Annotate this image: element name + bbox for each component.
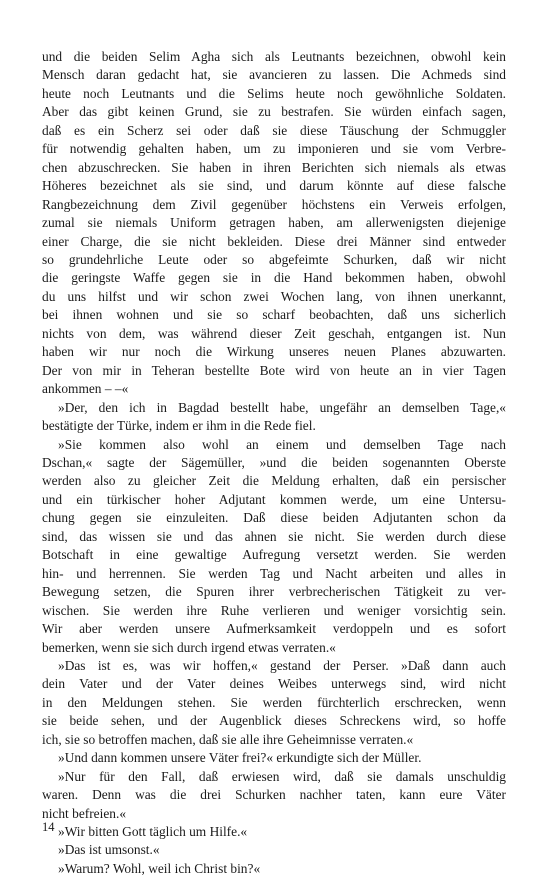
text-line: nichts von dem, was während dieser Zeit geschah, entgangen ist. Nun [42,325,506,341]
paragraph [42,841,506,859]
text-line: Der von mir in Teheran bestellte Bote wird von heute an in vier Tagen [42,362,506,378]
paragraph [42,860,506,878]
text-line: nicht befreien.« [42,805,127,821]
text-line: »Das ist umsonst.« [58,842,160,858]
text-line: du uns hilfst und wir schon zwei Wochen lang, von ihnen unerkannt, [42,288,506,304]
text-line: »Das ist es, was wir hoffen,« gestand der Perser. »Daß dann auch [58,657,506,673]
text-line: Aber das gibt keinen Grund, sie zu bestrafen. Sie würden einfach sagen, [42,104,506,120]
paragraph [42,749,506,767]
text-line: für notwendig gehalten haben, um zu imponieren und sie vom Verbre- [42,141,506,157]
paragraph [42,657,506,749]
text-line: in den Meldungen stehen. Sie werden fürchterlich erschrecken, wenn [42,694,506,710]
text-line: so grundehrliche Leute oder so abgefeimte Schurken, daß wir nicht [42,251,506,267]
text-line: die geringste Waffe gegen sie in die Hand bekommen haben, obwohl [42,270,506,286]
text-line: sind, das wissen sie und das ahnen sie nicht. Sie werden durch diese [42,528,506,544]
text-line: ich, sie so betroffen machen, daß sie alle ihre Geheimnisse verraten.« [42,731,414,747]
text-line: »Wir bitten Gott täglich um Hilfe.« [58,824,248,840]
text-line: heute noch Leutnants und die Selims heute noch gewöhnliche Soldaten. [42,85,506,101]
text-line: wischen. Sie werden ihre Ruhe verlieren und weniger vorsichtig sein. [42,602,506,618]
text-line: daß es ein Scherz sei oder daß sie diese Täuschung der Schmuggler [42,122,506,138]
text-line: chen abzuschrecken. Sie haben in ihren Berichten sich niemals als etwas [42,159,506,175]
text-line: »Und dann kommen unsere Väter frei?« erkundigte sich der Müller. [58,750,422,766]
text-line: Rangbezeichnung dem Zivil gegenüber höchstens ein Verweis erfolgen, [42,196,506,212]
text-line: sie beide sehen, und der Augenblick dieses Schreckens wird, so hoffe [42,713,506,729]
text-line: »Sie kommen also wohl an einem und demselben Tage nach [58,436,506,452]
text-line: einer Charge, die sie nicht bekleiden. Diese drei Männer sind entweder [42,233,506,249]
text-line: und ein türkischer hoher Adjutant kommen werde, um eine Untersu- [42,491,506,507]
text-line: »Warum? Wohl, weil ich Christ bin?« [58,860,261,876]
text-line: bestätigte der Türke, indem er ihm in die Rede fiel. [42,418,316,434]
text-line: hin- und herrennen. Sie werden Tag und Nacht arbeiten und alles in [42,565,506,581]
text-line: waren. Denn was die drei Schurken nachher taten, kann eure Väter [42,787,506,803]
text-line: Wir aber werden unsere Aufmerksamkeit verdoppeln und es sofort [42,621,506,637]
paragraph [42,399,506,436]
text-line: werden also zu gleicher Zeit die Meldung erhalten, daß ein persischer [42,473,506,489]
text-line: Dschan,« sagte der Sägemüller, »und die beiden sogenannten Oberste [42,454,506,470]
text-line: »Der, den ich in Bagdad bestellt habe, ungefähr an demselben Tage,« [58,399,506,415]
paragraph [42,768,506,823]
text-line: Botschaft in eine gewaltige Aufregung versetzt werden. Sie werden [42,547,506,563]
paragraph [42,48,506,399]
text-line: chung gegen sie einzuleiten. Daß diese beiden Adjutanten schon da [42,510,506,526]
paragraph [42,823,506,841]
text-line: haben wir nur noch die Wirkung unseres neuen Planes abzuwarten. [42,344,506,360]
page-number: 14 [42,820,55,834]
text-line: dein Vater und der Vater deines Weibes unterwegs sind, wird nicht [42,676,506,692]
text-line: bemerken, wenn sie sich durch irgend etwas verraten.« [42,639,336,655]
book-page-body [42,48,506,878]
text-line: bei ihnen wohnen und sie so scharf beobachten, daß uns sicherlich [42,307,506,323]
text-line: Bewegung setzen, die Spuren ihrer verbrecherischen Tätigkeit zu ver- [42,584,506,600]
text-line: »Nur für den Fall, daß erwiesen wird, daß sie damals unschuldig [58,768,506,784]
text-line: und die beiden Selim Agha sich als Leutnants bezeichnen, obwohl kein [42,49,506,64]
text-line: zumal sie niemals Uniform getragen haben, am allerwenigsten diejenige [42,215,506,231]
text-line: Mensch daran gedacht hat, sie avancieren zu lassen. Die Achmeds sind [42,67,506,83]
text-line: Höheres bezeichnet als sie sind, und darum könnte auf diese falsche [42,178,506,194]
text-line: ankommen – –« [42,381,129,397]
paragraph [42,436,506,657]
